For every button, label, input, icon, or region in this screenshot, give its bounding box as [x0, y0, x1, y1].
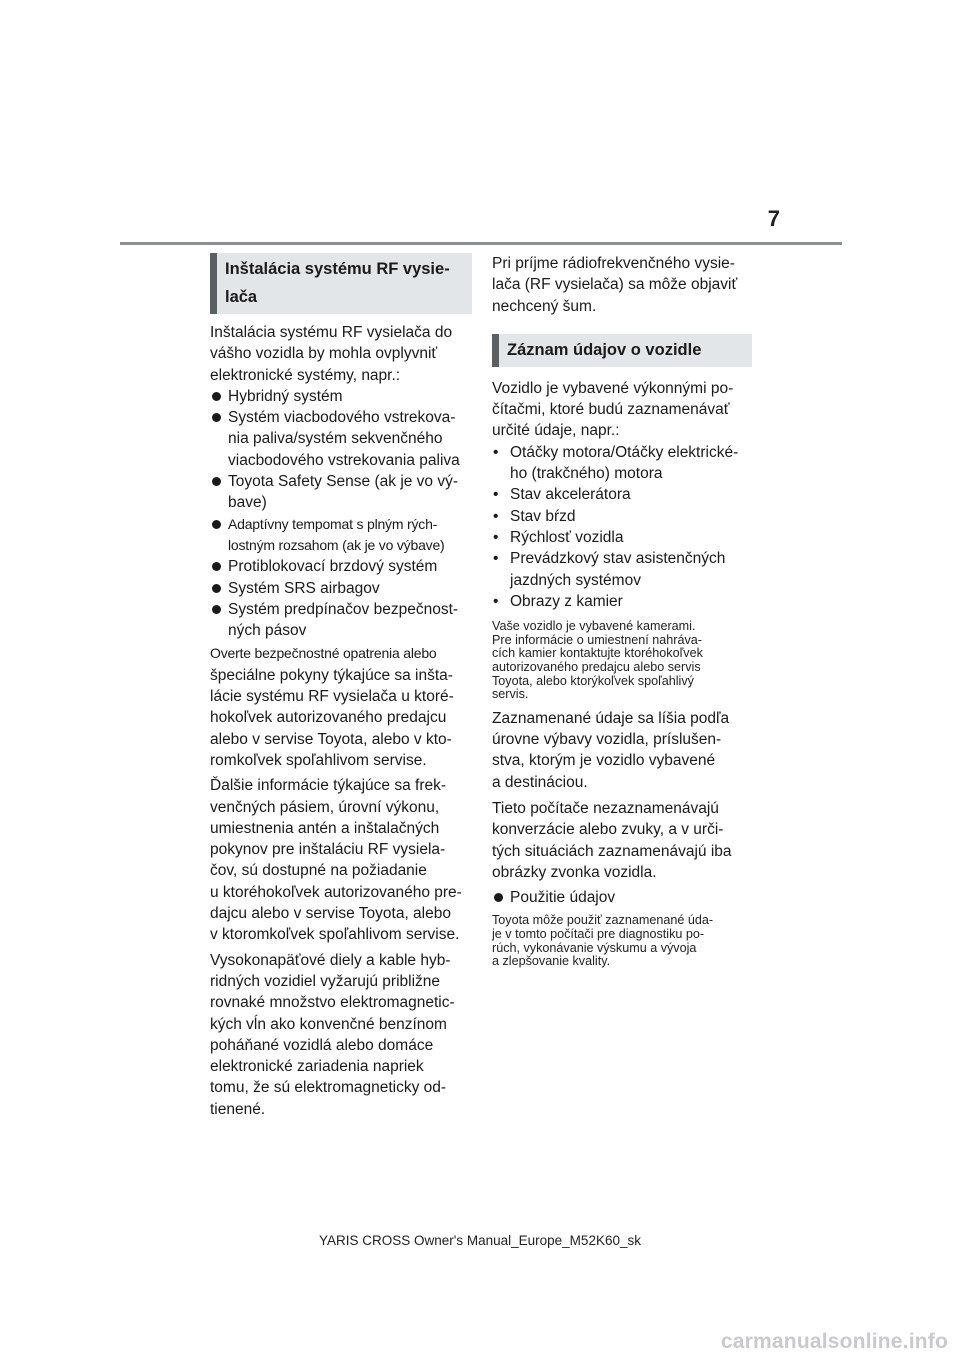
text-line: ho (trakčného) motora [510, 465, 663, 483]
text-line: poháňané vozidlá alebo domáce [210, 1036, 434, 1054]
text-line: Systém predpínačov bezpečnost- [228, 600, 459, 618]
list-item [492, 506, 752, 527]
text-line: Pre informácie o umiestnení nahráva- [492, 632, 702, 647]
text-line: pokynov pre inštaláciu RF vysiela- [210, 841, 446, 859]
list-item [492, 484, 752, 505]
data-usage-note [492, 914, 752, 968]
text-line: Toyota, alebo ktorýkoľvek spoľahlivý [492, 673, 694, 688]
list-item [492, 887, 752, 908]
text-line: umiestnenia antén a inštalačných [210, 819, 440, 837]
list-item [210, 599, 472, 642]
section-heading-data-recording [492, 334, 752, 367]
text-line: Vysokonapäťové diely a kable hyb- [210, 951, 451, 969]
no-audio-paragraph [492, 798, 752, 883]
text-line: bave) [228, 494, 267, 512]
text-line: Použitie údajov [510, 889, 616, 907]
header-rule [120, 242, 842, 245]
camera-note [492, 620, 752, 702]
text-line: určité údaje, napr.: [492, 422, 620, 440]
text-line: hokoľvek autorizovaného predajcu [210, 709, 447, 727]
text-line: Adaptívny tempomat s plným rých- [228, 515, 438, 532]
text-line: Inštalácia systému RF vysielača do [210, 324, 453, 341]
data-usage-list [492, 887, 752, 908]
text-line: autorizovaného predajcu alebo servis [492, 659, 701, 674]
text-line: • Stav bŕzd [510, 507, 576, 525]
list-item [210, 471, 472, 514]
text-line: tých situáciách zaznamenávajú iba [492, 842, 732, 860]
text-line: ridných vozidiel vyžarujú približne [210, 972, 441, 990]
list-item [492, 548, 752, 591]
text-line: • Prevádzkový stav asistenčných [510, 550, 726, 568]
text-line: servis. [492, 687, 529, 702]
text-line: čítačmi, ktoré budú zaznamenávať [492, 401, 730, 419]
text-line: • Stav akcelerátora [510, 486, 631, 504]
text-line: viacbodového vstrekovania paliva [228, 451, 460, 469]
section-heading-rf-installation [210, 253, 472, 314]
text-line: Protiblokovací brzdový systém [228, 558, 438, 576]
text-line: lača (RF vysielača) sa môže objaviť [492, 276, 738, 294]
text-line: lostným rozsahom (ak je vo výbave) [228, 536, 445, 553]
text-line: Overte bezpečnostné opatrenia alebo [210, 645, 437, 662]
text-line: rúch, vykonávanie výskumu a vývoja [492, 940, 697, 955]
text-line: dajcu alebo v servise Toyota, alebo [210, 905, 451, 923]
text-line: alebo v servise Toyota, alebo v kto- [210, 730, 452, 748]
intro-paragraph [210, 322, 472, 386]
text-line: vášho vozidla by mohla ovplyvniť [210, 345, 438, 363]
text-line: a destináciou. [492, 773, 588, 791]
text-line: • Otáčky motora/Otáčky elektrické- [510, 443, 739, 461]
text-line: čov, sú dostupné na požiadanie [210, 862, 427, 880]
text-line: obrázky zvonka vozidla. [492, 863, 657, 881]
list-item [210, 556, 472, 577]
page-number: 7 [767, 206, 780, 231]
text-line: Vozidlo je vybavené výkonnými po- [492, 379, 734, 397]
watermark: carmanualsonline.info [720, 1330, 948, 1353]
text-line: tomu, že sú elektromagneticky od- [210, 1079, 447, 1097]
text-line: Pri príjme rádiofrekvenčného vysie- [492, 255, 735, 272]
list-item [210, 386, 472, 407]
text-line: nechcený šum. [492, 297, 597, 315]
recorded-data-paragraph [492, 708, 752, 793]
text-line: romkoľvek spoľahlivom servise. [210, 751, 427, 769]
text-line: Tieto počítače nezaznamenávajú [492, 799, 719, 817]
list-item [492, 442, 752, 485]
list-item [492, 591, 752, 612]
text-line: Zaznamenané údaje sa líšia podľa [492, 709, 730, 727]
text-line: Toyota Safety Sense (ak je vo vý- [228, 473, 459, 491]
text-line: stva, ktorým je vozidlo vybavené [492, 752, 716, 770]
text-line: lácie systému RF vysielača u ktoré- [210, 688, 454, 706]
text-line: a zlepšovanie kvality. [492, 954, 611, 969]
text-line: elektronické zariadenia napriek [210, 1058, 424, 1076]
text-line: je v tomto počítači pre diagnostiku po- [492, 926, 705, 941]
text-line: konverzácie alebo zvuky, a v urči- [492, 821, 724, 839]
text-line: rovnaké množstvo elektromagnetic- [210, 994, 455, 1012]
text-line: Toyota môže použiť zaznamenané úda- [492, 913, 714, 928]
text-line: Systém SRS airbagov [228, 579, 380, 597]
affected-systems-list [210, 386, 472, 642]
rf-noise-paragraph [492, 253, 752, 317]
text-line: tienené. [210, 1100, 266, 1118]
list-item [210, 578, 472, 599]
right-column [492, 253, 752, 969]
list-item [492, 527, 752, 548]
footer-manual-id: YARIS CROSS Owner's Manual_Europe_M52K60_sk [319, 1233, 641, 1248]
text-line: venčných pásiem, úrovní výkonu, [210, 798, 440, 816]
text-line: jazdných systémov [510, 571, 641, 589]
left-column [210, 253, 472, 1120]
frequency-paragraph [210, 775, 472, 945]
text-line: ných pásov [228, 622, 307, 640]
high-voltage-paragraph [210, 950, 472, 1120]
recorded-data-list [492, 442, 752, 612]
text-line: Vaše vozidlo je vybavené kamerami. [492, 619, 696, 634]
text-line: nia paliva/systém sekvenčného [228, 430, 443, 448]
list-item [210, 514, 472, 557]
recording-intro-paragraph [492, 378, 752, 442]
heading-line: Inštalácia systému RF vysie- [225, 260, 450, 278]
text-line: v ktoromkoľvek spoľahlivom servise. [210, 926, 460, 944]
text-line: špeciálne pokyny týkajúce sa inšta- [210, 666, 453, 684]
text-line: elektronické systémy, napr.: [210, 366, 401, 384]
text-line: • Obrazy z kamier [510, 592, 623, 610]
text-line: cích kamier kontaktujte ktoréhokoľvek [492, 646, 703, 661]
list-item [210, 407, 472, 471]
safety-paragraph [210, 643, 472, 771]
text-line: • Rýchlosť vozidla [510, 528, 624, 546]
text-line: kých vĺn ako konvenčné benzínom [210, 1015, 447, 1033]
text-line: úrovne výbavy vozidla, príslušen- [492, 731, 722, 749]
text-line: Hybridný systém [228, 387, 343, 405]
text-line: Systém viacbodového vstrekova- [228, 409, 456, 427]
heading-line: lača [225, 288, 258, 306]
heading-line: Záznam údajov o vozidle [507, 340, 702, 359]
text-line: u ktoréhokoľvek autorizovaného pre- [210, 883, 462, 901]
text-line: Ďalšie informácie týkajúce sa frek- [210, 777, 447, 795]
